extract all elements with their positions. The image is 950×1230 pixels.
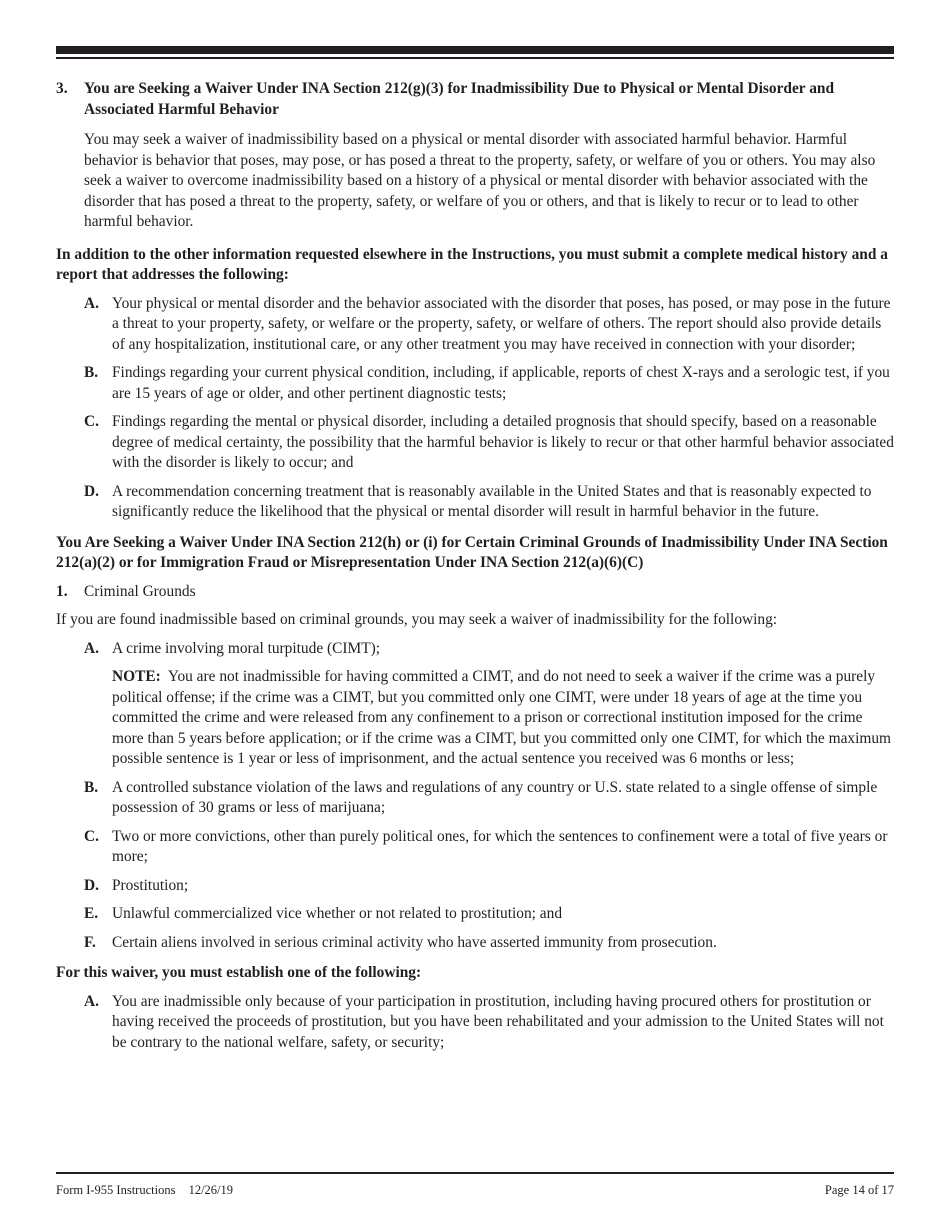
- section-title: You are Seeking a Waiver Under INA Section 212(g)(3) for Inadmissibility Due to Physical or Mental Disorder and Associated Harmful Behavior: [84, 80, 835, 118]
- footer-date: 12/26/19: [188, 1183, 234, 1197]
- item-letter: B.: [84, 778, 99, 796]
- item-text: Findings regarding the mental or physical disorder, including a detailed prognosis that should specify, based on a reasonable degree of medical certainty, the possibility that the harmful behavior is likely to recur or that other harmful behavior associated with the disorder is likely to occur; and: [112, 413, 894, 471]
- list-item: [84, 294, 894, 356]
- sub-number: 1.: [56, 582, 68, 600]
- footer-page-number: Page 14 of 17: [824, 1183, 894, 1197]
- medical-intro: In addition to the other information requested elsewhere in the Instructions, you must submit a complete medical history and a report that addresses the following:: [56, 245, 888, 283]
- item-letter: C.: [84, 827, 99, 845]
- item-letter: D.: [84, 876, 99, 894]
- item-text: A controlled substance violation of the laws and regulations of any country or U.S. state related to a single offense of simple possession of 30 grams or less of marijuana;: [112, 778, 878, 816]
- note-text: You are not inadmissible for having committed a CIMT, and do not need to seek a waiver if the crime was a purely political offense; if the crime was a CIMT, but you committed only one CIMT, were under 18 years of age at the time you committed the crime and were released from any confinement to a prison or correctional institution imposed for the crime more than 5 years before application; or if the crime was a CIMT, but you committed only one CIMT, for which the maximum possible sentence is 1 year or less of imprisonment, and the actual sentence you received was 6 months or less;: [112, 668, 892, 767]
- item-text: Unlawful commercialized vice whether or not related to prostitution; and: [112, 905, 563, 922]
- item-text: Prostitution;: [112, 876, 189, 894]
- list-item: [84, 639, 894, 660]
- item-text: Findings regarding your current physical condition, including, if applicable, reports of chest X-rays and a serologic test, if you are 15 years of age or older, and other pertinent diagnostic tests;: [112, 364, 890, 402]
- item-letter: B.: [84, 364, 99, 381]
- section-3-paragraph: You may seek a waiver of inadmissibility based on a physical or mental disorder with associated harmful behavior. Harmful behavior is behavior that poses, may pose, or has posed a threat to the property, safety, or welfare of you or others. You may also seek a waiver to overcome inadmissibility based on a history of a physical or mental disorder with behavior associated with the disorder that has posed a threat to the property, safety, or welfare of you or others, and that is likely to recur or to lead to other harmful behavior.: [84, 131, 876, 230]
- criminal-intro: If you are found inadmissible based on criminal grounds, you may seek a waiver of inadmissibility for the following:: [56, 611, 778, 628]
- establish-list: [84, 992, 894, 1054]
- list-item: [84, 827, 894, 868]
- list-item: [84, 992, 894, 1054]
- item-text: A crime involving moral turpitude (CIMT);: [112, 639, 381, 657]
- list-item: [84, 904, 894, 925]
- criminal-list: [84, 639, 894, 660]
- criminal-subheading: [56, 582, 894, 603]
- item-text: Certain aliens involved in serious criminal activity who have asserted immunity from prosecution.: [112, 933, 717, 951]
- footer-form-name: Form I-955 Instructions: [56, 1183, 176, 1197]
- item-text: Two or more convictions, other than purely political ones, for which the sentences to confinement were a total of five years or more;: [112, 827, 888, 865]
- list-item: [84, 778, 894, 819]
- medical-list: [84, 294, 894, 523]
- item-letter: F.: [84, 933, 96, 951]
- note-block: [112, 667, 894, 770]
- footer-left: [56, 1183, 243, 1198]
- criminal-heading: You Are Seeking a Waiver Under INA Section 212(h) or (i) for Certain Criminal Grounds of Inadmissibility Under INA Section 212(a)(2) or for Immigration Fraud or Misrepresentation Under INA Section 212(a)(6)(C): [56, 533, 888, 571]
- list-item: [84, 876, 894, 897]
- item-letter: D.: [84, 482, 99, 500]
- list-item: [84, 412, 894, 474]
- section-number: 3.: [56, 80, 68, 97]
- item-letter: A.: [84, 294, 99, 312]
- page-footer: [56, 1183, 894, 1198]
- item-letter: A.: [84, 992, 99, 1010]
- item-text: A recommendation concerning treatment that is reasonably available in the United States and that is reasonably expected to significantly reduce the likelihood that the physical or mental disorder will result in harmful behavior in the future.: [112, 482, 872, 520]
- section-3-heading: [56, 79, 894, 120]
- page-content: [56, 79, 894, 1053]
- sub-label: Criminal Grounds: [84, 582, 196, 600]
- list-item: [84, 363, 894, 404]
- bottom-rule: [56, 1172, 894, 1174]
- list-item: [84, 482, 894, 523]
- item-letter: C.: [84, 413, 99, 430]
- top-rule-thin: [56, 57, 894, 59]
- item-text: You are inadmissible only because of your participation in prostitution, including having procured others for prostitution or having received the proceeds of prostitution, but you have been rehabilitated and your admission to the United States will not be contrary to the national welfare, safety, or security;: [112, 992, 884, 1051]
- item-letter: A.: [84, 639, 99, 657]
- note-label: NOTE:: [112, 668, 161, 685]
- establish-intro: For this waiver, you must establish one of the following:: [56, 964, 422, 981]
- item-text: Your physical or mental disorder and the behavior associated with the disorder that poses, has posed, or may pose in the future a threat to your property, safety, or welfare or the property, safety, or welfare of others. The report should also provide details of any hospitalization, institutional care, or any other treatment you may have received in connection with your disorder;: [112, 294, 891, 353]
- criminal-list-continued: [84, 778, 894, 954]
- top-rule: [56, 46, 894, 54]
- list-item: [84, 933, 894, 954]
- item-letter: E.: [84, 905, 99, 922]
